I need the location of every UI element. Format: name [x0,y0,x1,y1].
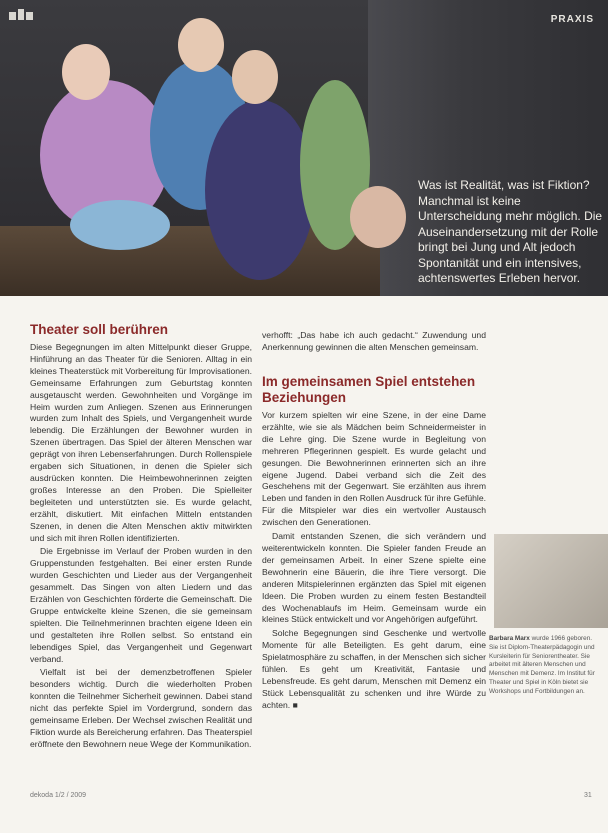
heading-beziehungen: Im gemeinsamen Spiel entstehen Beziehungen [262,374,476,405]
woman-left-head [62,44,110,100]
man-head [350,186,406,248]
col1-paragraph-2: Die Ergebnisse im Verlauf der Proben wurden in den Gruppenstunden festgehalten. Bei einer ersten Runde wurden Geschichten und Lieder aus der Vergangenheit gesammelt. Das Singen von alten Liedern und das Erzählen von Geschichten förderte die Gemeinschaft. Die Gruppe entwickelte kleine Szenen, die sie gemeinsam spielten. Die Teilnehmerinnen brachten eigene Ideen ein und gestalteten ihre Rollen selbst. So entstand ein lebendiges Spiel, das Vergangenheit und Gegenwart verband. [30,546,252,664]
woman-left-legs [70,200,170,250]
heading-theater: Theater soll berühren [30,322,169,337]
column-2-intro: verhofft: „Das habe ich auch gedacht.“ Zuwendung und Anerkennung gewinnen die alten Menschen gemeinsam. [262,330,486,352]
col1-paragraph-3: Vielfalt ist bei der demenzbetroffenen Spieler besonders wichtig. Durch die wiederholten Proben konnten die Teilnehmer Sicherheit gewinnen. Dabei stand nicht das perfekte Spiel im Vordergrund, sondern das gemeinsame Erleben. Der Wechsel zwischen Realität und Fiktion wurde als Bereicherung erfahren. Das Theaterspiel eröffnete den Bewohnern neue Wege der Kommunikation. [30,667,252,749]
section-label: PRAXIS [550,14,594,25]
woman-center-head [178,18,224,72]
col2-paragraph-3: Solche Begegnungen sind Geschenke und wertvolle Momente für alle Beteiligten. Es geht darum, eine Spielatmosphäre zu schaffen, in der Menschen sich sicher fühlen. Es geht um Kreativität, Fantasie und Lebensfreude. Es geht darum, Menschen mit Demenz ein Stück Lebensqualität zu schenken und ihre Würde zu achten. ■ [262,628,486,710]
column-1 [30,342,252,751]
author-bio [489,635,599,697]
author-photo [494,534,608,628]
page-number: 31 [584,792,592,799]
woman-right-figure [205,100,315,280]
col1-paragraph-1: Diese Begegnungen im alten Mittelpunkt dieser Gruppe, Hinführung an das Theater für die Senioren. Alltag in ein kleines Theaterstück mit Vorbereitung für Improvisationen. Gemeinsame Erfahrungen zum Geburtstag konnten ausgetauscht werden. Gewohnheiten und Vorgänge im Heim wurden zum Anliegen. Szenen aus Erinnerungen wurden zum Inhalt des Spiels, und Vergangenheit wurde lebendig. Die Erzählungen der Bewohner wurden in Szenen übertragen. Das Spiel der älteren Menschen war geprägt von ihren Lebenserfahrungen. Durch Rollenspiele ergaben sich Situationen, in denen die Spieler sich ausdrücken konnten. Die Heimbewohnerinnen zeigten großes Interesse an den Proben. Die Spielleiter begleiteten und unterstützten sie. Es wurde gelacht, erzählt, diskutiert. Mit einfachen Mitteln entstanden Szenen, in denen die Alten Menschen aktiv mitwirkten und sich mit ihren Rollen identifizierten. [30,342,252,543]
column-2 [262,410,486,712]
col2-paragraph-2: Damit entstanden Szenen, die sich verändern und weiterentwickeln konnten. Die Spieler fanden Freude an der gemeinsamen Arbeit. In einer Szene spielte eine Bewohnerin eine Bäuerin, die ihre Tiere versorgt. Die anderen Mitspielerinnen ergänzten das Spiel mit eigenen Ideen. Die Proben wurden zu einem festen Bestandteil des Wochenablaufs im Heim. Gemeinsam wurde ein kleines Stück entwickelt und vor Angehörigen aufgeführt. [262,531,486,625]
article-photo [0,0,608,296]
author-bio-text: wurde 1966 geboren. Sie ist Diplom-Theaterpädagogin und Kursleiterin für Seniorentheater. Sie arbeitet mit älteren Menschen und Menschen mit Demenz. Im Institut für Theater und Spiel in Köln bietet sie Workshops und Fortbildungen an. [489,635,595,695]
author-name: Barbara Marx [489,635,530,642]
photo-caption: Was ist Realität, was ist Fiktion? Manchmal ist keine Unterscheidung mehr möglich. Die Auseinandersetzung mit der Rolle bringt bei Jung und Alt jedoch Spontanität und ein intensives, achtenswertes Erleben hervor. [418,178,603,285]
col2-paragraph-1: Vor kurzem spielten wir eine Szene, in der eine Dame erzählte, wie sie als Mädchen beim Schneidermeister in die Lehre ging. Die Szene wurde in Begleitung von mehreren Pflegerinnen gespielt. Es wurde gelacht und gesungen. Die Bewohnerinnen erinnerten sich an ihre eigene Jugend. Dabei verband sich die Zeit des Geschehens mit der Gegenwart. Sie erzählten aus ihrem Leben und fanden in den Rollen Ausdruck für ihre Gefühle. Für die Mitspieler war dies ein wertvoller Austausch zwischen den Generationen. [262,410,486,528]
footer-publication: dekoda 1/2 / 2009 [30,792,87,799]
woman-right-head [232,50,278,104]
logo-icon [8,8,34,20]
